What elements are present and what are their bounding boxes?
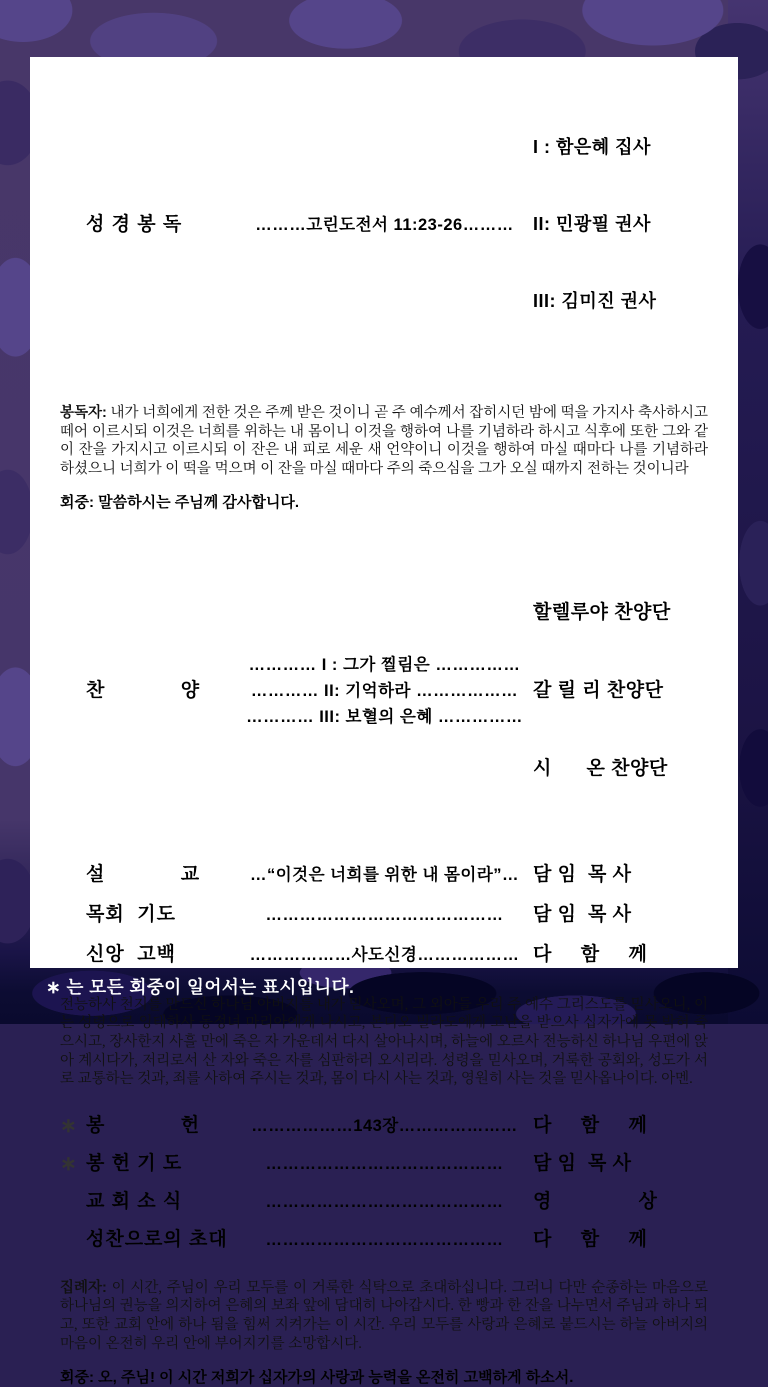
- choir-1: 할렐루야 찬양단: [533, 601, 671, 623]
- order-row-church-news: [60, 1189, 708, 1215]
- order-label-offering: 봉 헌: [86, 1114, 201, 1136]
- reader-speaker-label: 봉독자:: [60, 405, 107, 421]
- choir-2: 갈 릴 리 찬양단: [533, 679, 664, 701]
- congregation-response-2: 회중: 오, 주님! 이 시간 저희가 십자가의 사랑과 능력을 온전히 고백하게 하소서.: [60, 1368, 574, 1386]
- praise-song-3: ………… III: 보혈의 은혜 ……………: [246, 707, 523, 726]
- confession-by: 다 함 께: [533, 943, 648, 965]
- order-label-scripture: 성 경 봉 독: [86, 213, 183, 235]
- order-row-communion-invitation: [60, 1227, 708, 1253]
- reader-3: III: 김미진 권사: [533, 291, 657, 311]
- praise-song-1: ………… I : 그가 찔림은 ……………: [248, 655, 521, 674]
- order-label-pastoral-prayer: 목회 기도: [86, 903, 176, 925]
- pastoral-prayer-dots: ……………………………………: [265, 905, 504, 924]
- praise-choirs: [533, 548, 708, 834]
- order-label-offering-prayer: 봉 헌 기 도: [86, 1152, 183, 1174]
- choir-3: 시 온 찬양단: [533, 757, 668, 779]
- reader-text: 내가 너희에게 전한 것은 주께 받은 것이니 곧 주 예수께서 잡히시던 밤에 떡을 가지사 축사하시고 떼어 이르시되 이것은 너희를 위하는 내 몸이니 이것을 행하여 나를 기념하라 하시고 식후에 또한 그와 같이 잔을 가지시고 이르시되 이 잔은 내 피로 세운 새 언약이니 이것을 행하여 마실 때마다 나를 기념하라 하셨으니 너희가 이 떡을 먹으며 이 잔을 마실 때마다 주의 죽으심을 그가 오실 때까지 전하는 것이니라: [60, 405, 708, 477]
- order-row-offering-prayer: [60, 1151, 708, 1177]
- confession-content: ………………사도신경………………: [249, 945, 520, 964]
- pastoral-prayer-by: 담 임 목 사: [533, 903, 632, 925]
- offering-by: 다 함 께: [533, 1114, 648, 1136]
- invitation-dots: ……………………………………: [265, 1230, 504, 1249]
- reader-scripture-text: [60, 404, 708, 478]
- order-label-praise: 찬 양: [86, 679, 201, 701]
- sermon-by: 담 임 목 사: [533, 863, 632, 885]
- apostles-creed-text: 전능하사 천지를 만드신 하나님 아버지를 내가 믿사오며, 그 외아들 우리 주 예수 그리스도를 믿사오니, 이는 성령으로 잉태하사 동정녀 마리아에게 나시고, 본디오 빌라도에게 고난을 받으사 십자가에 못 박혀 죽으시고, 장사한지 사흘 만에 죽은 자 가운데서 다시 살아나시며, 하늘에 오르사 전능하신 하나님 우편에 앉아 계시다가, 저리로서 산 자와 죽은 자를 심판하러 오시리라. 성령을 믿사오며, 거룩한 공회와, 성도가 서로 교통하는 것과, 죄를 사하여 주시는 것과, 몸이 다시 사는 것과, 영원히 사는 것을 믿사옵나이다. 아멘.: [60, 996, 708, 1088]
- order-label-confession: 신앙 고백: [86, 943, 176, 965]
- order-row-pastoral-prayer: [60, 902, 708, 928]
- order-label-invitation: 성찬으로의 초대: [86, 1228, 228, 1250]
- reader-1: I : 함은혜 집사: [533, 137, 651, 157]
- invitation-by: 다 함 께: [533, 1228, 648, 1250]
- order-row-offering: [60, 1113, 708, 1139]
- praise-song-titles: [236, 652, 533, 730]
- order-label-sermon: 설 교: [86, 863, 201, 885]
- celebrant-speaker-label: 집례자:: [60, 1279, 107, 1296]
- scripture-reference: ………고린도전서 11:23-26………: [255, 215, 514, 234]
- order-label-church-news: 교 회 소 식: [86, 1190, 183, 1212]
- offering-prayer-by: 담 임 목 사: [533, 1152, 632, 1174]
- standing-asterisk: ∗: [60, 1114, 77, 1137]
- order-row-scripture-reading: [60, 83, 708, 366]
- celebrant-text: 이 시간, 주님이 우리 모두를 이 거룩한 식탁으로 초대하십니다. 그러니 다만 순종하는 마음으로 하나님의 권능을 의지하여 은혜의 보좌 앞에 담대히 나아갑시다. 한 빵과 한 잔을 나누면서 주님과 하나 되고, 또한 교회 안에 하나 됨을 힘써 지켜가는 이 시간. 우리 모두를 사랑과 은혜로 붙드시는 하늘 아버지의 마음이 온전히 우리 안에 부어지기를 소망합시다.: [60, 1279, 708, 1352]
- standing-note: ∗ 는 모든 회중이 일어서는 표시입니다.: [46, 977, 355, 997]
- church-news-dots: ……………………………………: [265, 1192, 504, 1211]
- order-row-sermon: [60, 862, 708, 888]
- praise-song-2: ………… II: 기억하라 ………………: [250, 681, 519, 700]
- offering-prayer-dots: ……………………………………: [265, 1154, 504, 1173]
- order-row-confession: [60, 942, 708, 968]
- order-row-praise: [60, 548, 708, 834]
- church-news-by: 영 상: [533, 1190, 658, 1212]
- celebrant-text-paragraph: [60, 1279, 708, 1353]
- reader-2: II: 민광필 권사: [533, 214, 651, 234]
- standing-asterisk: ∗: [60, 1152, 77, 1175]
- offering-hymn: ………………143장…………………: [251, 1116, 518, 1135]
- scripture-readers: [533, 83, 708, 366]
- congregation-response-1: 회중: 말씀하시는 주님께 감사합니다.: [60, 493, 300, 511]
- sermon-title: …“이것은 너희를 위한 내 몸이라”…: [249, 865, 520, 884]
